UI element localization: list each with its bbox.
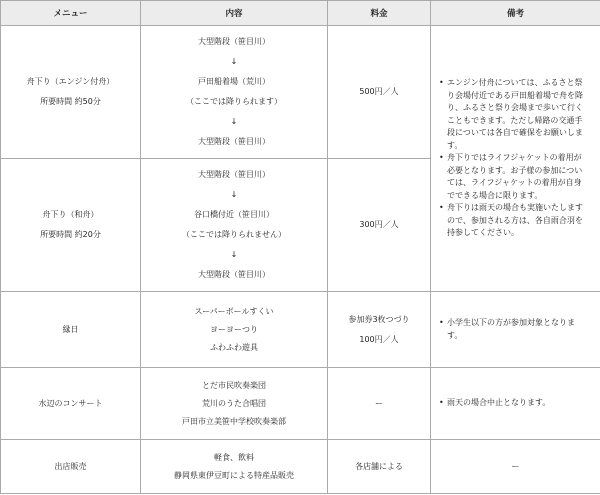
notes-cell (431, 292, 600, 368)
menu-name: 舟下り（エンジン付舟） (26, 77, 115, 86)
performer-item: 戸田市立美笹中学校吹奏楽部 (182, 416, 286, 426)
menu-cell (1, 159, 141, 292)
down-arrow-icon: ↓ (230, 190, 238, 199)
list-item: • 小学生以下の方が参加対象となります。 (447, 317, 588, 342)
down-arrow-icon: ↓ (230, 117, 238, 126)
menu-name: 舟下り（和舟） (42, 210, 99, 219)
menu-name: 縁日 (62, 324, 79, 334)
menu-cell (1, 440, 141, 494)
price-cell (328, 368, 431, 440)
table-row-engine-boat (1, 26, 600, 159)
activity-item: スーパーボールすくい (194, 306, 274, 316)
price-value: 500円／人 (359, 87, 399, 96)
price-cell (328, 159, 431, 292)
content-cell (141, 440, 328, 494)
notes-cell (431, 368, 600, 440)
activity-item: ヨーヨーつり (210, 324, 258, 334)
list-item: • 舟下りは雨天の場合も実施いたしますので、参加される方は、各自雨合羽を持参してください。 (447, 202, 588, 240)
content-cell (141, 292, 328, 368)
header-price: 料金 (328, 1, 431, 26)
price-value: 各店舗による (355, 461, 403, 471)
route-stop: 大型階段（笹目川） (198, 37, 270, 46)
menu-name: 水辺のコンサート (38, 398, 103, 408)
performer-item: とだ市民吹奏楽団 (202, 380, 266, 390)
content-cell (141, 368, 328, 440)
price-value: 参加券3枚つづり (348, 314, 410, 324)
boat-notes-cell (431, 26, 600, 292)
list-item: • エンジン付舟については、ふるさと祭り会場付近である戸田船着場で舟を降り、ふるさと祭り会場まで歩いて行くこともできます。ただし帰路の交通手段については各自で確保をお願いします。 (447, 77, 588, 152)
table-row-concert (1, 368, 600, 440)
menu-cell (1, 26, 141, 159)
header-notes: 備考 (431, 1, 600, 26)
header-content: 内容 (141, 1, 328, 26)
route-stop: 大型階段（笹目川） (198, 270, 270, 279)
list-item: • 舟下りではライフジャケットの着用が必要となります。お子様の参加については、ライフジャケットの着用が自身でできる場合に限ります。 (447, 152, 588, 202)
menu-cell (1, 368, 141, 440)
route-stop: 大型階段（笹目川） (198, 137, 270, 146)
price-value: 300円／人 (359, 220, 399, 229)
notes-list (431, 317, 600, 342)
price-cell (328, 440, 431, 494)
table-header-row (1, 1, 600, 26)
menu-duration: 所要時間 約20分 (40, 230, 101, 239)
stall-item: 静岡県東伊豆町による特産品販売 (174, 470, 294, 480)
notes-cell (431, 440, 600, 494)
down-arrow-icon: ↓ (230, 57, 238, 66)
content-cell (141, 159, 328, 292)
route-note: （ここでは降りられません） (182, 230, 286, 239)
price-value: ー (375, 398, 383, 408)
header-menu: メニュー (1, 1, 141, 26)
boat-notes-list (431, 77, 600, 240)
menu-duration: 所要時間 約50分 (40, 97, 101, 106)
content-cell (141, 26, 328, 159)
notes-value: ー (511, 462, 520, 471)
menu-name: 出店販売 (54, 461, 87, 471)
price-cell (328, 26, 431, 159)
activity-item: ふわふわ遊具 (210, 342, 258, 352)
stall-item: 軽食、飲料 (214, 452, 254, 462)
down-arrow-icon: ↓ (230, 250, 238, 259)
route-stop: 谷口橋付近（笹目川） (194, 210, 274, 219)
route-stop: 戸田船着場（荒川） (198, 77, 270, 86)
menu-cell (1, 292, 141, 368)
table-row-stalls (1, 440, 600, 494)
table-row-fair (1, 292, 600, 368)
notes-list (431, 397, 600, 410)
price-cell (328, 292, 431, 368)
route-note: （ここでは降りられます） (186, 97, 282, 106)
price-value: 100円／人 (359, 334, 399, 344)
route-stop: 大型階段（笹目川） (198, 170, 270, 179)
performer-item: 荒川のうた合唱団 (202, 398, 266, 408)
list-item: • 雨天の場合中止となります。 (447, 397, 588, 410)
